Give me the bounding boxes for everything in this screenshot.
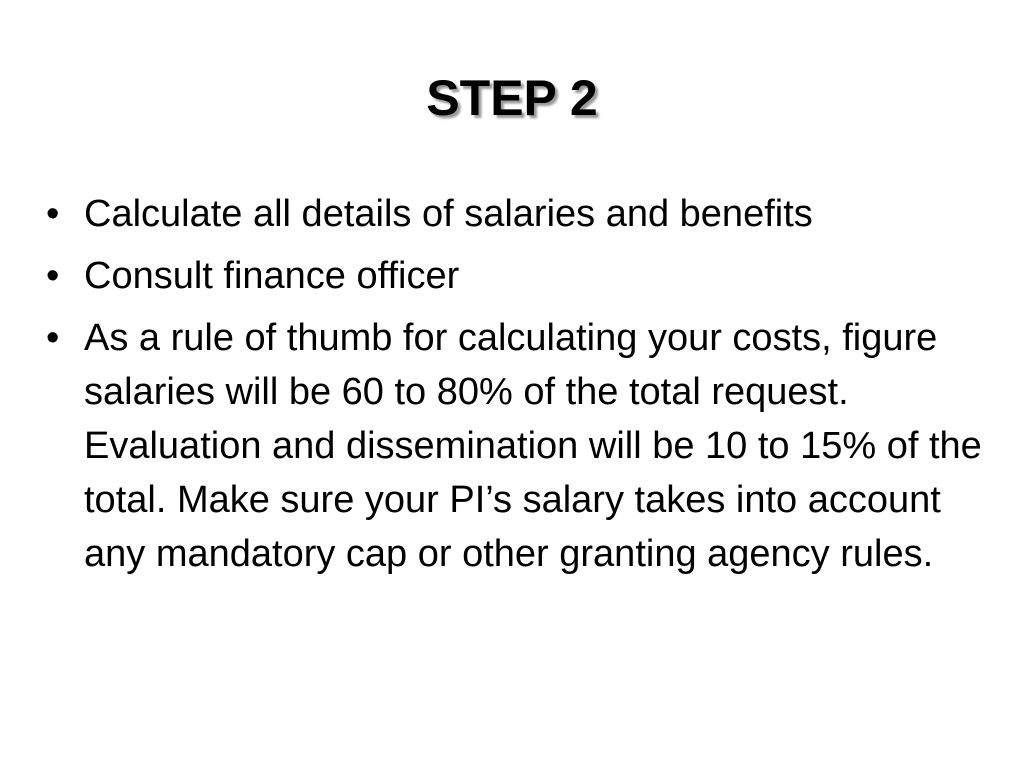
bullet-list bbox=[44, 187, 1004, 589]
bullet-dot-icon: • bbox=[46, 255, 60, 297]
bullet-text: Consult finance officer bbox=[84, 255, 460, 297]
bullet-text: Calculate all details of salaries and benefits bbox=[84, 193, 813, 235]
bullet-text: As a rule of thumb for calculating your costs, figure salaries will be 60 to 80% of the total request. Evaluation and dissemination will be 10 to 15% of the total. Make sure your PI’s salary takes into account any mandatory cap or other granting agency rules. bbox=[84, 317, 982, 575]
bullet-item bbox=[44, 311, 1004, 581]
bullet-item bbox=[44, 249, 1004, 303]
bullet-item bbox=[44, 187, 1004, 241]
slide-title: STEP 2 bbox=[426, 70, 598, 126]
bullet-dot-icon: • bbox=[46, 193, 60, 235]
bullet-dot-icon: • bbox=[46, 317, 60, 359]
